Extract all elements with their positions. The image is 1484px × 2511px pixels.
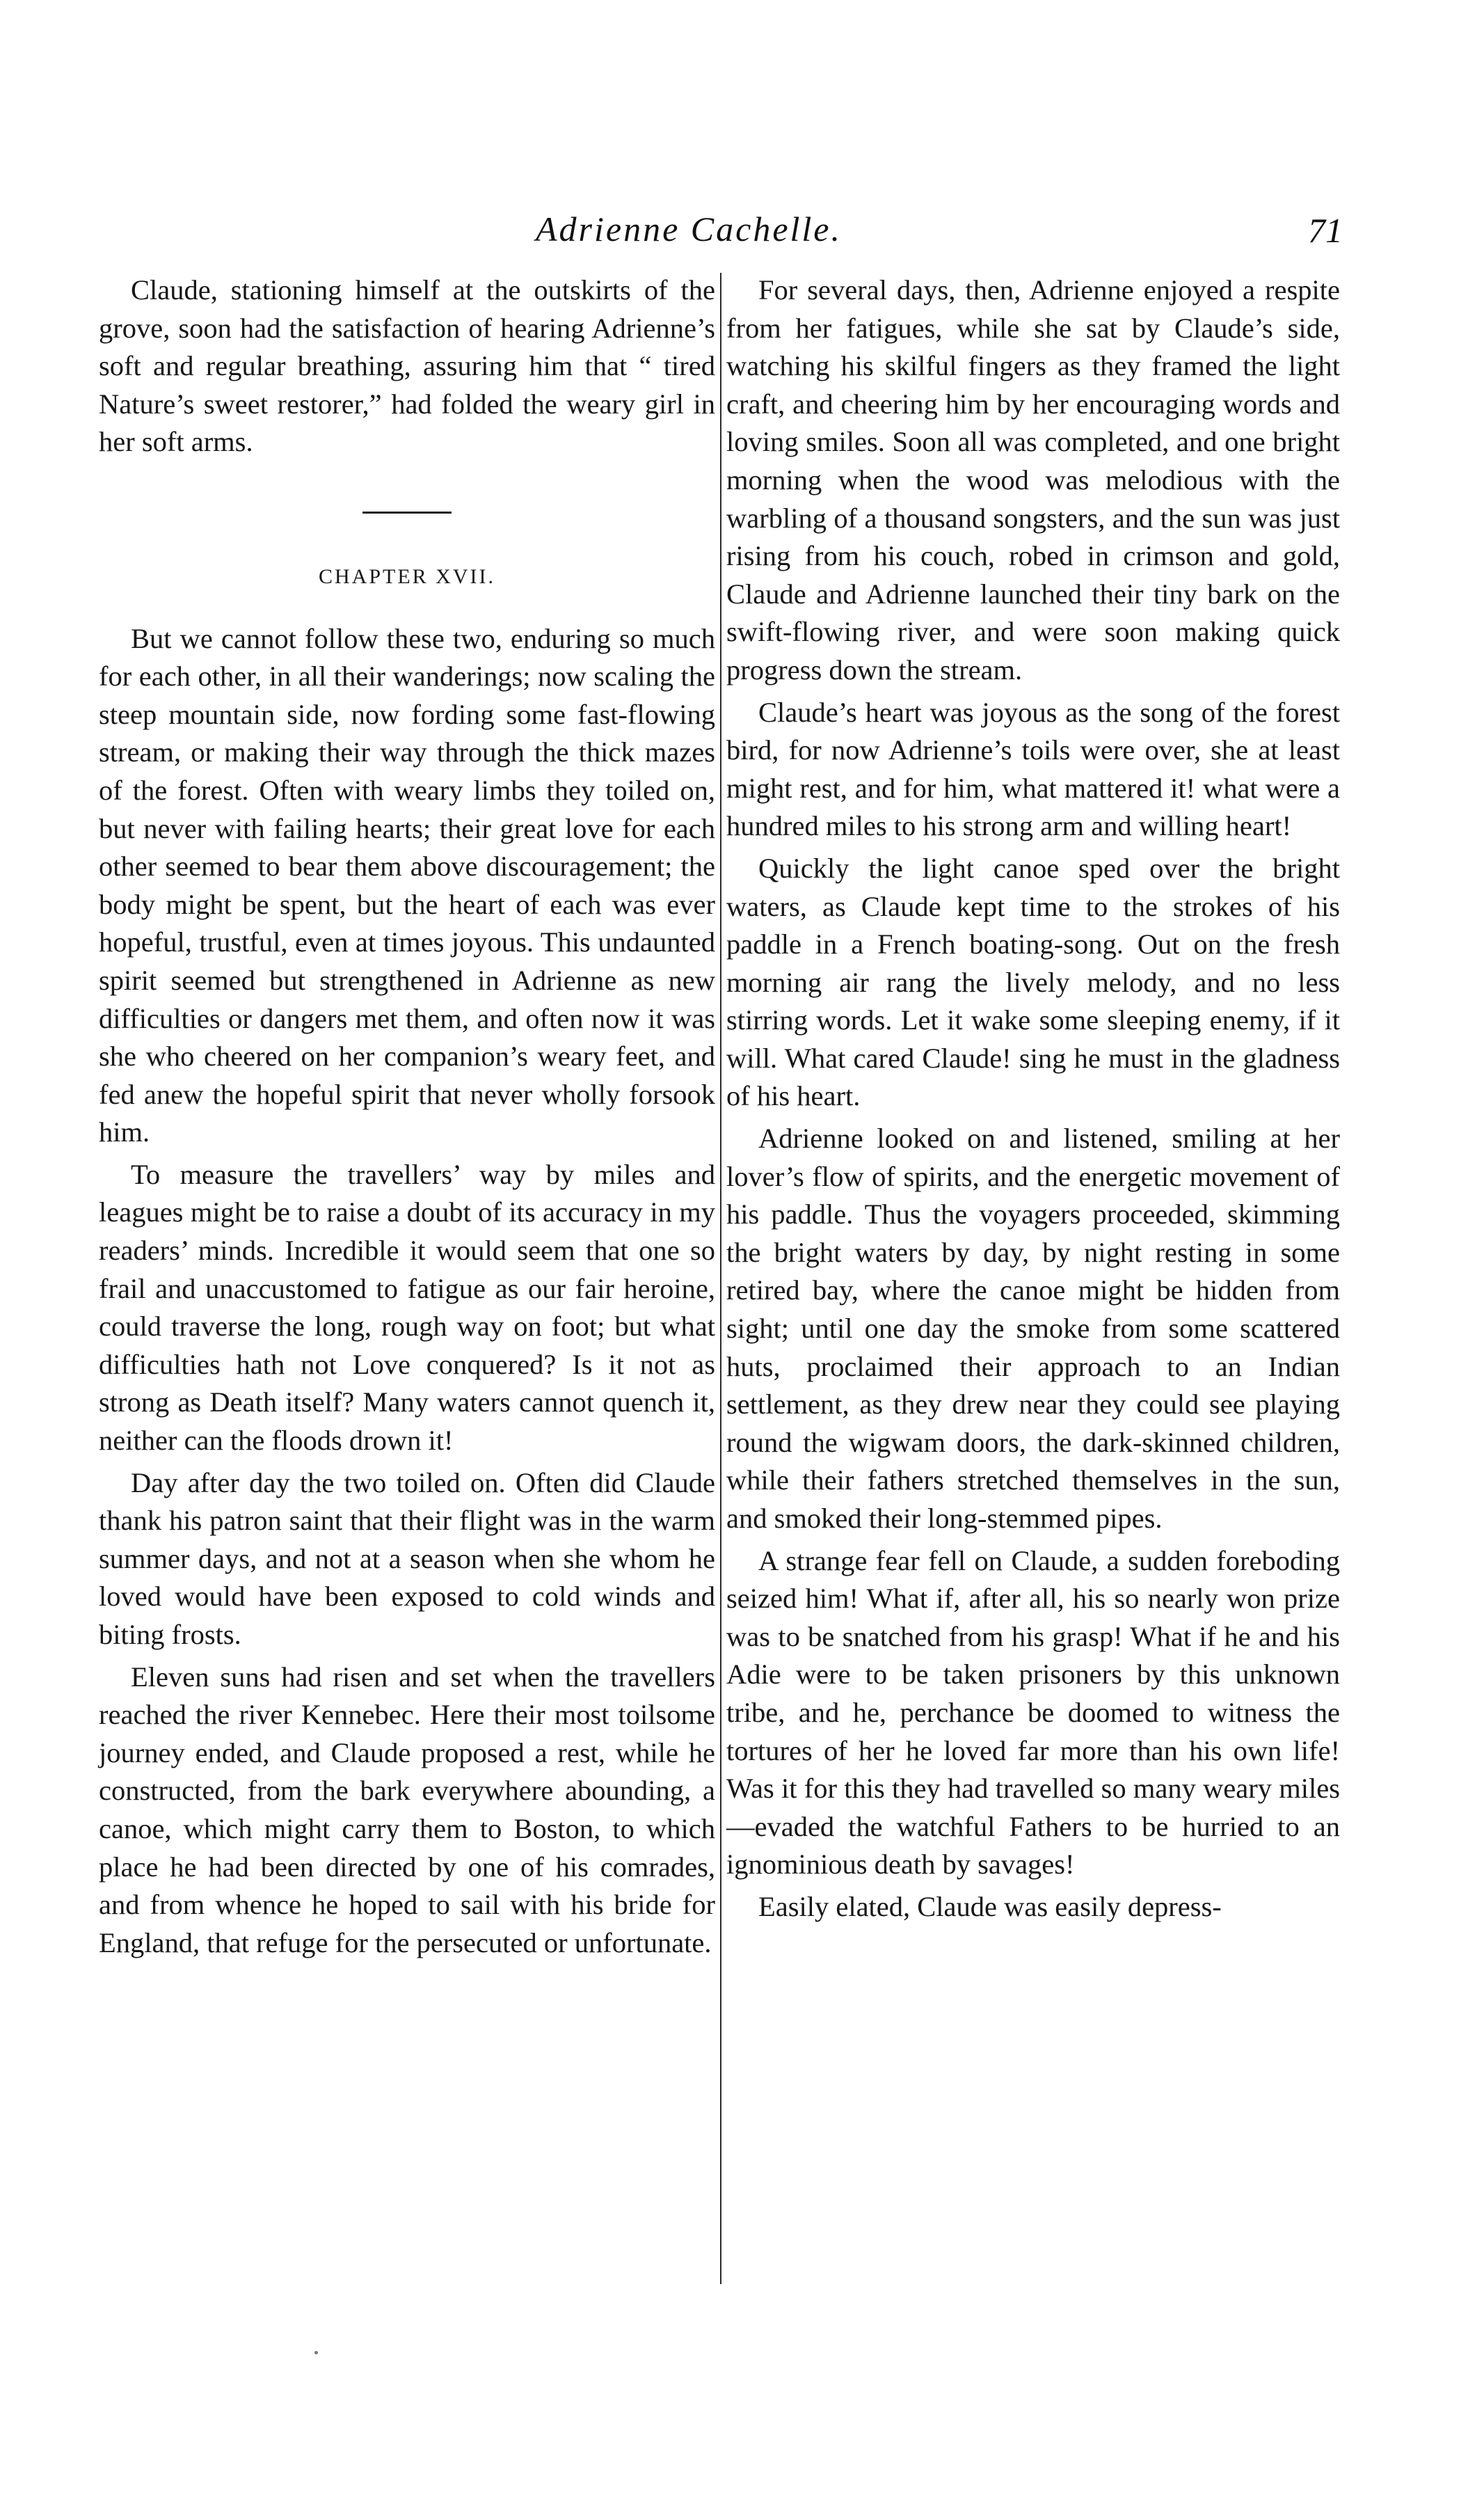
paragraph: Claude, stationing himself at the outskirts of the grove, soon had the satisfaction of hearing Adrienne’s soft and regular breathing, assuring him that “ tired Nature’s sweet restorer,” had folded the weary girl in her soft arms. xyxy=(99,274,715,458)
left-column xyxy=(99,271,715,1966)
stray-mark xyxy=(314,2351,318,2354)
paragraph: Easily elated, Claude was easily depress- xyxy=(758,1890,1222,1922)
page-header xyxy=(0,209,1484,264)
right-column xyxy=(726,271,1340,1931)
page-number: 71 xyxy=(1308,211,1343,250)
section-rule xyxy=(362,512,452,514)
paragraph: To measure the travellers’ way by miles and leagues might be to raise a doubt of its accuracy in my readers’ minds. Incredible it would seem that one so frail and unaccustomed to fatigue as our fair heroine, could traverse the long, rough way on foot; but what difficulties hath not Love conquered? Is it not as strong as Death itself? Many waters cannot quench it, neither can the floods drown it! xyxy=(99,1158,715,1457)
paragraph: Claude’s heart was joyous as the song of the forest bird, for now Adrienne’s toils were over, she at least might rest, and for him, what mattered it! what were a hundred miles to his strong arm and willing heart! xyxy=(726,696,1340,842)
paragraph: A strange fear fell on Claude, a sudden foreboding seized him! What if, after all, his so nearly won prize was to be snatched from his grasp! What if he and his Adie were to be taken prisoners by this unknown tribe, and he, perchance be doomed to witness the tortures of her he loved far more than his own life! Was it for this they had travelled so many weary miles—evaded the watchful Fathers to be hurried to an ignominious death by savages! xyxy=(726,1544,1340,1880)
paragraph: Adrienne looked on and listened, smiling at her lover’s flow of spirits, and the energetic movement of his paddle. Thus the voyagers proceeded, skimming the bright waters by day, by night resting in some retired bay, where the canoe might be hidden from sight; until one day the smoke from some scattered huts, proclaimed their approach to an Indian settlement, as they drew near they could see playing round the wigwam doors, the dark-skinned children, while their fathers stretched themselves in the sun, and smoked their long-stemmed pipes. xyxy=(726,1123,1340,1534)
paragraph: For several days, then, Adrienne enjoyed a respite from her fatigues, while she sat by Claude’s side, watching his skilful fingers as they framed the light craft, and cheering him by her encouraging words and loving smiles. Soon all was completed, and one bright morning when the wood was melodious with the warbling of a thousand songsters, and the sun was just rising from his couch, robed in crimson and gold, Claude and Adrienne launched their tiny bark on the swift-flowing river, and were soon making quick progress down the stream. xyxy=(726,274,1340,686)
paragraph: Quickly the light canoe sped over the bright waters, as Claude kept time to the strokes of his paddle in a French boating-song. Out on the fresh morning air rang the lively melody, and no less stirring words. Let it wake some sleeping enemy, if it will. What cared Claude! sing he must in the gladness of his heart. xyxy=(726,852,1340,1112)
running-title: Adrienne Cachelle. xyxy=(536,209,842,248)
chapter-heading: CHAPTER XVII. xyxy=(319,564,495,588)
paragraph: But we cannot follow these two, enduring so much for each other, in all their wanderings; now scaling the steep mountain side, now fording some fast-flowing stream, or making their way through the thick mazes of the forest. Often with weary limbs they toiled on, but never with failing hearts; their great love for each other seemed to bear them above discouragement; the body might be spent, but the heart of each was ever hopeful, trustful, even at times joyous. This undaunted spirit seemed but strengthened in Adrienne as new difficulties or dangers met them, and often now it was she who cheered on her companion’s weary feet, and fed anew the hopeful spirit that never wholly forsook him. xyxy=(99,622,715,1148)
paragraph: Eleven suns had risen and set when the travellers reached the river Kennebec. Here their most toilsome journey ended, and Claude proposed a rest, while he constructed, from the bark everywhere abounding, a canoe, which might carry them to Boston, to which place he had been directed by one of his comrades, and from whence he hoped to sail with his bride for England, that refuge for the persecuted or unfortunate. xyxy=(99,1661,715,1958)
column-divider xyxy=(720,273,721,2284)
paragraph: Day after day the two toiled on. Often did Claude thank his patron saint that their flight was in the warm summer days, and not at a season when she whom he loved would have been exposed to cold winds and biting frosts. xyxy=(99,1466,715,1650)
